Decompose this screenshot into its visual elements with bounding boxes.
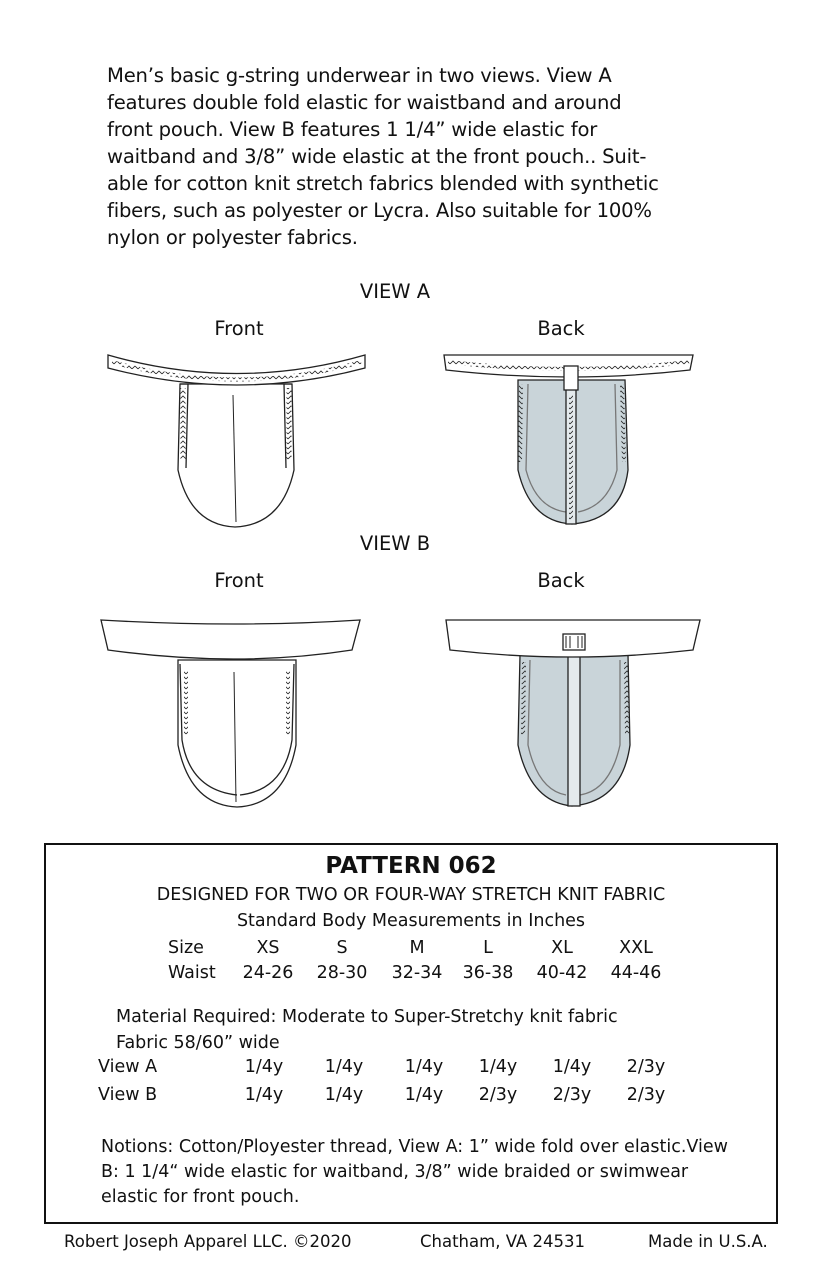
size-cell: M (409, 938, 425, 958)
notions-line: B: 1 1/4“ wide elastic for waitband, 3/8” wide braided or swimwear (101, 1162, 689, 1182)
yardage-cell: 2/3y (626, 1057, 666, 1077)
size-cell: L (483, 938, 493, 958)
view-b-front-label: Front (214, 569, 264, 592)
view-b-back-drawing (446, 620, 700, 806)
yardage-row-label: View B (98, 1085, 158, 1105)
description-line: nylon or polyester fabrics. (107, 226, 358, 249)
footer-company: Robert Joseph Apparel LLC. ©2020 (64, 1232, 352, 1251)
pattern-title: PATTERN 062 (325, 853, 497, 879)
description-line: Men’s basic g-string underwear in two views. View A (107, 64, 612, 87)
yardage-cell: 1/4y (244, 1057, 284, 1077)
yardage-cell: 2/3y (478, 1085, 518, 1105)
fabric-width: Fabric 58/60” wide (116, 1033, 280, 1053)
view-b-front-drawing (101, 620, 360, 807)
description-line: features double fold elastic for waistband and around (107, 91, 622, 114)
waist-cell: 32-34 (391, 963, 443, 983)
waist-cell: 24-26 (242, 963, 294, 983)
view-a-back-drawing (444, 355, 693, 524)
view-a-front-label: Front (214, 317, 264, 340)
yardage-cell: 1/4y (324, 1057, 364, 1077)
view-b-back-label: Back (537, 569, 585, 592)
yardage-cell: 1/4y (404, 1085, 444, 1105)
pattern-subtitle: DESIGNED FOR TWO OR FOUR-WAY STRETCH KNIT FABRIC (156, 885, 666, 905)
description-line: fibers, such as polyester or Lycra. Also suitable for 100% (107, 199, 652, 222)
yardage-cell: 1/4y (404, 1057, 444, 1077)
material-required: Material Required: Moderate to Super-Stretchy knit fabric (116, 1007, 618, 1027)
view-a-front-drawing (108, 355, 365, 527)
size-cell: XL (551, 938, 573, 958)
description-line: waitband and 3/8” wide elastic at the front pouch.. Suit- (107, 145, 647, 168)
description-line: able for cotton knit stretch fabrics blended with synthetic (107, 172, 659, 195)
size-cell: XXL (619, 938, 653, 958)
view-b-title: VIEW B (359, 532, 431, 555)
yardage-cell: 1/4y (478, 1057, 518, 1077)
waist-cell: 44-46 (610, 963, 662, 983)
yardage-cell: 1/4y (552, 1057, 592, 1077)
measurements-heading: Standard Body Measurements in Inches (236, 911, 586, 931)
footer-origin: Made in U.S.A. (648, 1232, 768, 1251)
footer-location: Chatham, VA 24531 (420, 1232, 585, 1251)
waist-row-label: Waist (168, 963, 216, 983)
yardage-cell: 1/4y (324, 1085, 364, 1105)
waist-cell: 36-38 (462, 963, 514, 983)
waist-cell: 40-42 (536, 963, 588, 983)
notions-line: elastic for front pouch. (101, 1187, 300, 1207)
notions-line: Notions: Cotton/Ployester thread, View A: 1” wide fold over elastic.View (101, 1137, 728, 1157)
description-line: front pouch. View B features 1 1/4” wide elastic for (107, 118, 598, 141)
view-a-title: VIEW A (359, 280, 431, 303)
view-a-back-label: Back (537, 317, 585, 340)
size-cell: XS (256, 938, 280, 958)
yardage-cell: 2/3y (626, 1085, 666, 1105)
size-cell: S (336, 938, 348, 958)
yardage-cell: 1/4y (244, 1085, 284, 1105)
waist-cell: 28-30 (316, 963, 368, 983)
yardage-row-label: View A (98, 1057, 158, 1077)
size-row-label: Size (168, 938, 204, 958)
yardage-cell: 2/3y (552, 1085, 592, 1105)
pattern-info-box (44, 843, 778, 1224)
